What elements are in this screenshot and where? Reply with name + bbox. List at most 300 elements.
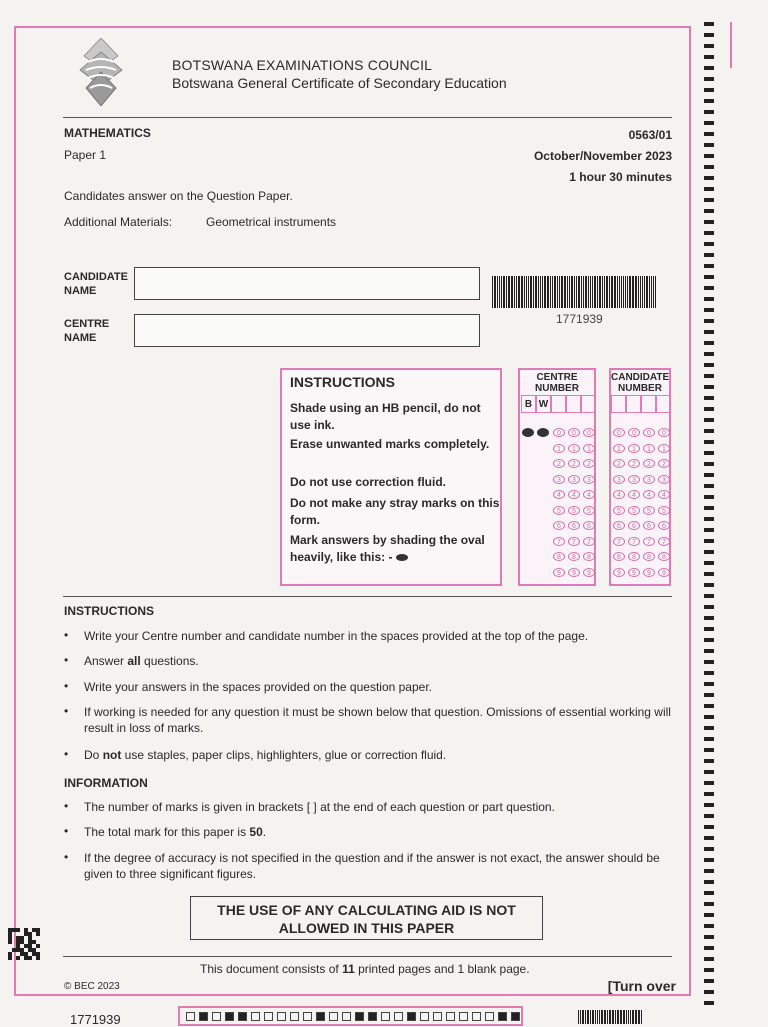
filled-oval[interactable] (537, 428, 549, 437)
edge-mark (704, 451, 714, 455)
barcode-bar (557, 276, 558, 308)
edge-mark (704, 726, 714, 730)
digit-oval[interactable]: 8 (568, 552, 580, 561)
digit-oval[interactable]: 0 (658, 428, 670, 437)
centre-number-grid (518, 368, 596, 586)
timing-box (459, 1012, 468, 1021)
answer-note: Candidates answer on the Question Paper. (64, 189, 293, 203)
barcode-bar (638, 276, 639, 308)
edge-mark (704, 550, 714, 554)
information-title: INFORMATION (64, 776, 148, 790)
edge-mark (704, 671, 714, 675)
bullet-icon: • (64, 747, 69, 761)
bullet-icon: • (64, 679, 69, 693)
edge-mark (704, 759, 714, 763)
edge-mark (704, 66, 714, 70)
edge-mark (704, 649, 714, 653)
digit-oval[interactable]: 7 (553, 537, 565, 546)
edge-mark (704, 528, 714, 532)
barcode-bar (514, 276, 515, 308)
shaded-oval-example-icon (396, 554, 408, 561)
digit-oval[interactable]: 1 (613, 444, 625, 453)
digit-oval[interactable]: 3 (553, 475, 565, 484)
digit-oval[interactable]: 8 (658, 552, 670, 561)
digit-oval[interactable]: 6 (658, 521, 670, 530)
bullet-text: Answer all questions. (84, 654, 199, 668)
centre-prefix-b: B (521, 395, 536, 413)
barcode-bar (611, 276, 613, 308)
timing-mark-strip (178, 1006, 523, 1026)
calculator-notice-line2: ALLOWED IN THIS PAPER (278, 920, 455, 936)
digit-oval[interactable]: 6 (628, 521, 640, 530)
digit-oval[interactable]: 4 (583, 490, 595, 499)
barcode-bar (576, 276, 577, 308)
digit-oval[interactable]: 5 (643, 506, 655, 515)
edge-mark (704, 88, 714, 92)
edge-mark (704, 770, 714, 774)
digit-oval[interactable]: 3 (583, 475, 595, 484)
digit-oval[interactable]: 8 (583, 552, 595, 561)
digit-oval[interactable]: 2 (613, 459, 625, 468)
digit-oval[interactable]: 7 (643, 537, 655, 546)
barcode-bar (642, 276, 643, 308)
barcode-bar (535, 276, 537, 308)
bec-logo-icon (78, 38, 124, 106)
digit-oval[interactable]: 5 (583, 506, 595, 515)
timing-box (420, 1012, 429, 1021)
edge-mark (704, 418, 714, 422)
barcode-bar (599, 1010, 600, 1024)
barcode-bar (499, 276, 500, 308)
digit-oval[interactable]: 3 (613, 475, 625, 484)
edge-mark (704, 33, 714, 37)
edge-mark (704, 297, 714, 301)
edge-mark (704, 440, 714, 444)
timing-box (329, 1012, 338, 1021)
bullet-text: If working is needed for any question it must be shown below that question. Omissions of essential working will result in loss of marks. (84, 705, 671, 735)
digit-oval[interactable]: 7 (583, 537, 595, 546)
edge-mark (704, 506, 714, 510)
edge-mark (704, 341, 714, 345)
edge-mark (704, 22, 714, 26)
edge-mark (704, 880, 714, 884)
digit-oval[interactable]: 0 (643, 428, 655, 437)
barcode-bar (581, 276, 582, 308)
barcode-bar (501, 276, 502, 308)
digit-oval[interactable]: 5 (628, 506, 640, 515)
page-count-suffix: printed pages and 1 blank page. (354, 962, 530, 976)
digit-oval[interactable]: 7 (658, 537, 670, 546)
barcode-bar (649, 276, 650, 308)
barcode-bar (629, 276, 631, 308)
barcode-bar (561, 276, 563, 308)
edge-mark (704, 308, 714, 312)
edge-timing-marks (704, 22, 714, 1022)
form-instruction-item: Erase unwanted marks completely. (290, 437, 490, 451)
barcode-bar (601, 1010, 603, 1024)
timing-box (394, 1012, 403, 1021)
digit-oval[interactable]: 8 (613, 552, 625, 561)
edge-mark (704, 330, 714, 334)
edge-mark (704, 704, 714, 708)
barcode-bar (609, 276, 610, 308)
digit-oval[interactable]: 5 (658, 506, 670, 515)
timing-box (446, 1012, 455, 1021)
barcode-bar (552, 276, 553, 308)
edge-mark (704, 517, 714, 521)
digit-oval[interactable]: 2 (628, 459, 640, 468)
barcode-bar (580, 1010, 581, 1024)
bullet-icon: • (64, 704, 69, 718)
bottom-barcode-number: 1771939 (70, 1012, 121, 1027)
edge-mark (704, 198, 714, 202)
page-count-number: 11 (342, 962, 355, 976)
barcode-bar (494, 276, 496, 308)
barcode-bar (612, 1010, 614, 1024)
barcode-bar (646, 276, 648, 308)
barcode-bar (588, 276, 589, 308)
barcode-bar (526, 276, 527, 308)
centre-name-field[interactable] (134, 314, 480, 347)
digit-oval[interactable]: 4 (658, 490, 670, 499)
copyright: © BEC 2023 (64, 981, 120, 992)
edge-mark (704, 748, 714, 752)
edge-mark (704, 935, 714, 939)
digit-oval[interactable]: 3 (568, 475, 580, 484)
exam-council-name: BOTSWANA EXAMINATIONS COUNCIL (172, 57, 433, 73)
edge-mark (704, 715, 714, 719)
barcode-bar (564, 276, 566, 308)
digit-oval[interactable]: 7 (568, 537, 580, 546)
digit-oval[interactable]: 4 (568, 490, 580, 499)
centre-number-heading-line2: NUMBER (535, 383, 579, 394)
divider (63, 596, 672, 597)
timing-box (264, 1012, 273, 1021)
digit-oval[interactable]: 2 (568, 459, 580, 468)
candidate-name-label-line1: CANDIDATE (64, 271, 128, 283)
barcode-bar (614, 276, 616, 308)
barcode-bar (587, 1010, 589, 1024)
calculator-notice (190, 896, 543, 940)
page-count-prefix: This document consists of (200, 962, 343, 976)
instructions-title: INSTRUCTIONS (64, 604, 154, 618)
digit-oval[interactable]: 0 (583, 428, 595, 437)
filled-oval[interactable] (522, 428, 534, 437)
timing-box (277, 1012, 286, 1021)
timing-box (368, 1012, 377, 1021)
digit-oval[interactable]: 7 (628, 537, 640, 546)
page-count (200, 962, 530, 976)
barcode-bar (623, 1010, 625, 1024)
digit-oval[interactable]: 4 (613, 490, 625, 499)
edge-mark (704, 319, 714, 323)
candidate-number-heading (611, 372, 669, 394)
barcode-bar (516, 276, 517, 308)
form-instruction-item: Do not use correction fluid. (290, 475, 447, 489)
centre-digit-cell[interactable] (566, 395, 581, 413)
edge-mark (704, 627, 714, 631)
barcode-bar (604, 1010, 606, 1024)
barcode-bar (621, 276, 622, 308)
bullet-text: The number of marks is given in brackets [ ] at the end of each question or part question. (84, 800, 555, 814)
edge-mark (704, 55, 714, 59)
form-instructions-box (280, 368, 502, 586)
barcode-bar (619, 276, 620, 308)
bottom-barcode (578, 1010, 648, 1024)
candidate-number-grid (609, 368, 671, 586)
centre-prefix-w: W (536, 395, 551, 413)
edge-mark (704, 891, 714, 895)
edge-mark (704, 561, 714, 565)
bullet-text: The total mark for this paper is 50. (84, 825, 267, 839)
digit-oval[interactable]: 9 (553, 568, 565, 577)
barcode-bar (626, 1010, 627, 1024)
divider (63, 117, 672, 118)
barcode-bar (559, 276, 560, 308)
digit-oval[interactable]: 8 (643, 552, 655, 561)
edge-mark (704, 363, 714, 367)
digit-oval[interactable]: 9 (658, 568, 670, 577)
edge-mark (704, 110, 714, 114)
edge-mark (704, 957, 714, 961)
qr-code-icon (8, 928, 40, 960)
turn-over: [Turn over (607, 978, 676, 994)
digit-oval[interactable]: 2 (553, 459, 565, 468)
timing-box (225, 1012, 234, 1021)
digit-oval[interactable]: 1 (643, 444, 655, 453)
edge-mark (704, 847, 714, 851)
barcode-bar (594, 276, 596, 308)
edge-mark (704, 121, 714, 125)
digit-oval[interactable]: 0 (568, 428, 580, 437)
form-instructions-title: INSTRUCTIONS (290, 374, 395, 390)
barcode-bar (653, 276, 654, 308)
form-instruction-text: Mark answers by shading the oval heavily, like this: - (290, 533, 485, 564)
digit-oval[interactable]: 4 (553, 490, 565, 499)
candidate-name-label (64, 270, 128, 298)
barcode-bar (542, 276, 543, 308)
barcode-bar (503, 276, 505, 308)
barcode-bar (540, 276, 541, 308)
bullet-icon: • (64, 850, 69, 864)
digit-oval[interactable]: 3 (628, 475, 640, 484)
barcode-bar (590, 1010, 591, 1024)
digit-oval[interactable]: 2 (658, 459, 670, 468)
barcode-bar (511, 276, 513, 308)
materials-value: Geometrical instruments (206, 215, 337, 229)
barcode-bar (578, 276, 580, 308)
barcode-bar (604, 276, 605, 308)
edge-mark (704, 660, 714, 664)
candidate-digit-cell[interactable] (611, 395, 626, 413)
timing-box (316, 1012, 325, 1021)
edge-mark (704, 165, 714, 169)
barcode (492, 276, 672, 308)
edge-mark (704, 473, 714, 477)
digit-oval[interactable]: 1 (628, 444, 640, 453)
timing-box (407, 1012, 416, 1021)
edge-mark (704, 825, 714, 829)
digit-oval[interactable]: 6 (643, 521, 655, 530)
digit-oval[interactable]: 9 (613, 568, 625, 577)
barcode-bar (592, 1010, 594, 1024)
digit-oval[interactable]: 3 (643, 475, 655, 484)
digit-oval[interactable]: 6 (583, 521, 595, 530)
barcode-bar (609, 1010, 611, 1024)
edge-mark (704, 583, 714, 587)
barcode-bar (590, 276, 591, 308)
barcode-bar (528, 276, 529, 308)
digit-oval[interactable]: 0 (553, 428, 565, 437)
barcode-bar (554, 276, 556, 308)
barcode-bar (640, 276, 641, 308)
centre-name-label-line1: CENTRE (64, 318, 110, 330)
barcode-bar (615, 1010, 616, 1024)
edge-mark (704, 605, 714, 609)
digit-oval[interactable]: 8 (553, 552, 565, 561)
edge-mark (704, 132, 714, 136)
edge-mark (704, 143, 714, 147)
timing-box (433, 1012, 442, 1021)
edge-mark (704, 836, 714, 840)
digit-oval[interactable]: 5 (568, 506, 580, 515)
timing-box (355, 1012, 364, 1021)
candidate-name-field[interactable] (134, 267, 480, 300)
digit-oval[interactable]: 4 (628, 490, 640, 499)
bullet-icon: • (64, 653, 69, 667)
digit-oval[interactable]: 1 (568, 444, 580, 453)
digit-oval[interactable]: 5 (553, 506, 565, 515)
bullet-text: If the degree of accuracy is not specified in the question and if the answer is not exact, the answer should be given to three significant figures. (84, 851, 660, 881)
digit-oval[interactable]: 9 (643, 568, 655, 577)
edge-mark (704, 264, 714, 268)
digit-oval[interactable]: 1 (658, 444, 670, 453)
bullet-text: Do not use staples, paper clips, highlighters, glue or correction fluid. (84, 748, 447, 762)
digit-oval[interactable]: 9 (583, 568, 595, 577)
barcode-bar (538, 276, 539, 308)
edge-mark (704, 902, 714, 906)
exam-duration: 1 hour 30 minutes (569, 170, 672, 184)
timing-box (212, 1012, 221, 1021)
digit-oval[interactable]: 3 (658, 475, 670, 484)
digit-oval[interactable]: 6 (568, 521, 580, 530)
candidate-digit-cell[interactable] (626, 395, 641, 413)
barcode-bar (583, 276, 584, 308)
digit-oval[interactable]: 9 (628, 568, 640, 577)
barcode-bar (651, 276, 652, 308)
edge-mark (704, 495, 714, 499)
barcode-bar (635, 1010, 637, 1024)
edge-mark (704, 407, 714, 411)
timing-box (511, 1012, 520, 1021)
barcode-bar (506, 276, 507, 308)
barcode-bar (567, 276, 568, 308)
barcode-bar (623, 276, 624, 308)
edge-mark (704, 594, 714, 598)
edge-mark (704, 462, 714, 466)
edge-mark (704, 792, 714, 796)
digit-oval[interactable]: 4 (643, 490, 655, 499)
digit-oval[interactable]: 8 (628, 552, 640, 561)
barcode-bar (641, 1010, 642, 1024)
edge-mark (704, 187, 714, 191)
edge-mark (704, 638, 714, 642)
timing-box (290, 1012, 299, 1021)
digit-oval[interactable]: 2 (643, 459, 655, 468)
candidate-digit-cell[interactable] (656, 395, 671, 413)
barcode-bar (544, 276, 546, 308)
timing-box (342, 1012, 351, 1021)
digit-oval[interactable]: 1 (553, 444, 565, 453)
edge-mark (704, 44, 714, 48)
edge-mark (704, 814, 714, 818)
timing-box (303, 1012, 312, 1021)
edge-mark (704, 209, 714, 213)
barcode-bar (607, 1010, 608, 1024)
edge-mark (704, 682, 714, 686)
barcode-bar (578, 1010, 579, 1024)
timing-box (186, 1012, 195, 1021)
qualification-name: Botswana General Certificate of Secondary Education (172, 75, 507, 91)
form-instruction-item: Shade using an HB pencil, do not use ink. (290, 401, 481, 432)
bullet-text: Write your answers in the spaces provided on the question paper. (84, 680, 432, 694)
digit-oval[interactable]: 5 (613, 506, 625, 515)
digit-oval[interactable]: 6 (613, 521, 625, 530)
edge-mark (704, 286, 714, 290)
exam-session: October/November 2023 (533, 149, 672, 163)
edge-mark (704, 616, 714, 620)
digit-oval[interactable]: 0 (628, 428, 640, 437)
timing-box (381, 1012, 390, 1021)
centre-digit-cell[interactable] (581, 395, 596, 413)
barcode-number: 1771939 (556, 312, 603, 326)
barcode-bar (547, 276, 549, 308)
edge-mark (704, 154, 714, 158)
barcode-bar (574, 276, 575, 308)
form-instruction-item (290, 532, 500, 566)
candidate-digit-cell[interactable] (641, 395, 656, 413)
barcode-bar (530, 276, 532, 308)
barcode-bar (508, 276, 510, 308)
centre-digit-cell[interactable] (551, 395, 566, 413)
edge-registration-mark (730, 22, 732, 68)
edge-mark (704, 275, 714, 279)
form-instruction-item: Do not make any stray marks on this form. (290, 496, 500, 527)
edge-mark (704, 693, 714, 697)
barcode-bar (585, 1010, 586, 1024)
timing-box (238, 1012, 247, 1021)
edge-mark (704, 352, 714, 356)
digit-oval[interactable]: 2 (583, 459, 595, 468)
digit-oval[interactable]: 0 (613, 428, 625, 437)
edge-mark (704, 737, 714, 741)
barcode-bar (628, 1010, 629, 1024)
materials-label: Additional Materials: (64, 215, 173, 229)
barcode-bar (617, 276, 618, 308)
barcode-bar (582, 1010, 584, 1024)
digit-oval[interactable]: 6 (553, 521, 565, 530)
barcode-bar (524, 276, 525, 308)
digit-oval[interactable]: 1 (583, 444, 595, 453)
edge-mark (704, 1001, 714, 1005)
barcode-bar (638, 1010, 640, 1024)
subject-title: MATHEMATICS (64, 126, 151, 140)
edge-mark (704, 946, 714, 950)
digit-oval[interactable]: 9 (568, 568, 580, 577)
digit-oval[interactable]: 7 (613, 537, 625, 546)
barcode-bar (571, 276, 573, 308)
edge-mark (704, 176, 714, 180)
